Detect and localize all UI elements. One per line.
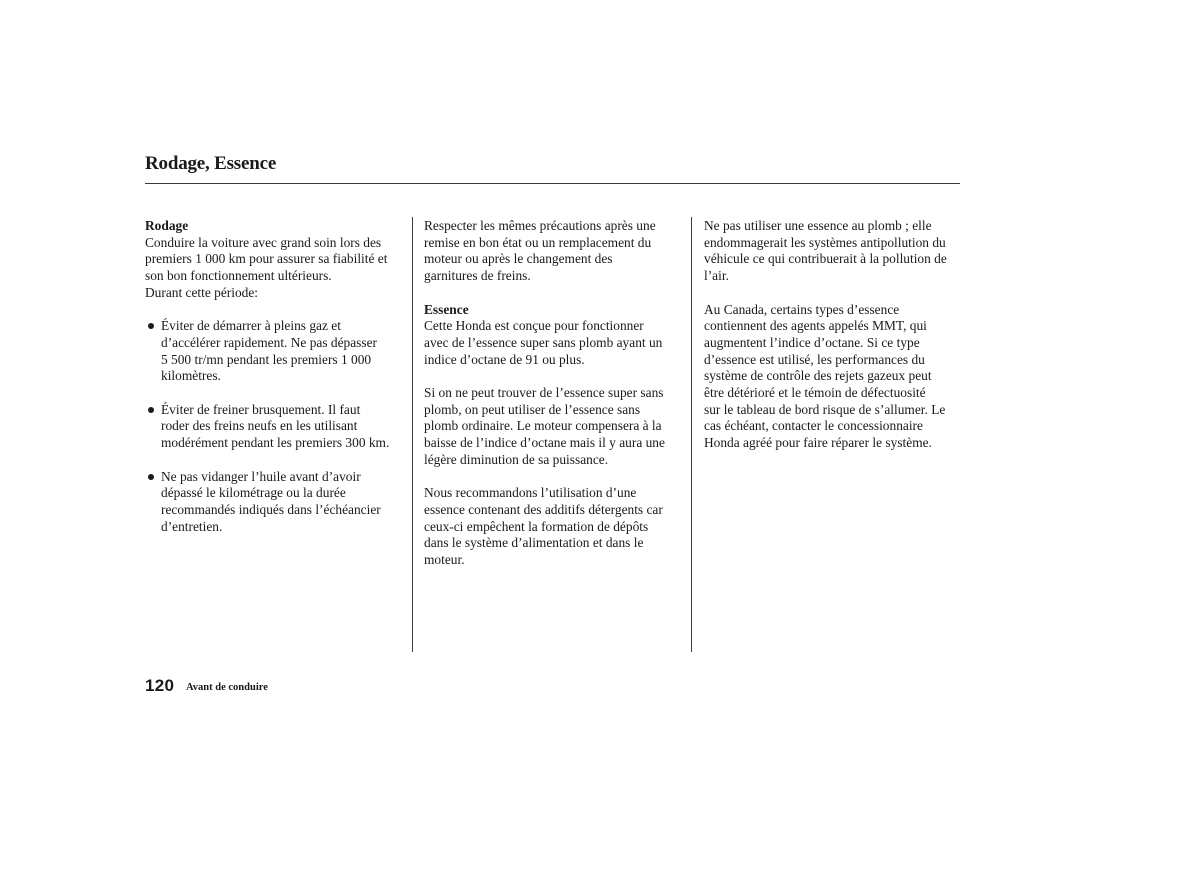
text-line: Honda agréé pour faire réparer le système.	[704, 435, 932, 451]
text-line: Respecter les mêmes précautions après une	[424, 218, 656, 233]
text-line: cas échéant, contacter le concessionnaire	[704, 418, 923, 434]
text-line: plomb, on peut utiliser de l’essence sans	[424, 401, 641, 417]
list-item	[145, 469, 403, 536]
column-divider	[691, 217, 692, 652]
text-line: kilomètres.	[161, 368, 221, 384]
title-divider	[145, 183, 960, 184]
text-line: Conduire la voiture avec grand soin lors des	[145, 234, 382, 250]
text-line: sur le tableau de bord risque de s’allumer. Le	[704, 401, 946, 417]
text-line: baisse de l’indice d’octane mais il y aura une	[424, 435, 665, 451]
text-line: d’accélérer rapidement. Ne pas dépasser	[161, 334, 377, 350]
text-line: moteur.	[424, 552, 465, 568]
text-line: garnitures de freins.	[424, 268, 531, 284]
rodage-intro	[145, 218, 403, 302]
text-line: 5 500 tr/mn pendant les premiers 1 000	[161, 351, 372, 367]
text-line: dépassé le kilométrage ou la durée	[161, 485, 346, 501]
canada-paragraph	[704, 302, 960, 452]
rodage-heading: Rodage	[145, 218, 189, 233]
page-title: Rodage, Essence	[145, 153, 277, 174]
text-line: Cette Honda est conçue pour fonctionner	[424, 318, 644, 334]
footer-section-name: Avant de conduire	[186, 682, 268, 693]
text-line: l’air.	[704, 268, 729, 284]
column-essence	[424, 218, 684, 569]
text-line: être détérioré et le témoin de défectuosité	[704, 385, 926, 401]
text-line: Ne pas vidanger l’huile avant d’avoir	[161, 468, 361, 484]
page-number: 120	[145, 676, 175, 695]
text-line: roder des freins neufs en les utilisant	[161, 418, 358, 434]
text-line: d’essence est utilisé, les performances du	[704, 351, 925, 367]
column-divider	[412, 217, 413, 652]
text-line: modérément pendant les premiers 300 km.	[161, 435, 390, 451]
text-line: ceux-ci empêchent la formation de dépôts	[424, 518, 649, 534]
text-line: Si on ne peut trouver de l’essence super sans	[424, 385, 664, 400]
text-line: Éviter de démarrer à pleins gaz et	[161, 318, 341, 334]
text-line: remise en bon état ou un remplacement du	[424, 234, 652, 250]
text-line: dans le système d’alimentation et dans le	[424, 535, 644, 551]
text-line: endommagerait les systèmes antipollution du	[704, 234, 946, 250]
column-rodage	[145, 218, 403, 535]
text-line: moteur ou après le changement des	[424, 251, 613, 267]
text-line: recommandés indiqués dans l’échéancier	[161, 501, 381, 517]
text-line: premiers 1 000 km pour assurer sa fiabilité et	[145, 251, 388, 267]
essence-paragraph	[424, 302, 684, 369]
text-line: contiennent des agents appelés MMT, qui	[704, 318, 927, 334]
column-warnings	[704, 218, 960, 452]
regular-fuel-paragraph	[424, 385, 684, 469]
bullet-icon	[148, 474, 154, 480]
text-line: indice d’octane de 91 ou plus.	[424, 351, 585, 367]
text-line: Au Canada, certains types d’essence	[704, 301, 900, 317]
rodage-bullet-list	[145, 318, 403, 535]
leaded-fuel-paragraph	[704, 218, 960, 285]
list-item	[145, 318, 403, 385]
text-line: d’entretien.	[161, 518, 223, 534]
text-line: véhicule ce qui contribuerait à la pollution de	[704, 251, 947, 267]
text-line: Éviter de freiner brusquement. Il faut	[161, 401, 361, 417]
list-item	[145, 402, 403, 452]
brakes-paragraph	[424, 218, 684, 285]
detergent-paragraph	[424, 485, 684, 569]
text-line: plomb ordinaire. Le moteur compensera à la	[424, 418, 662, 434]
text-line: avec de l’essence super sans plomb ayant un	[424, 334, 663, 350]
text-line: essence contenant des additifs détergents car	[424, 501, 663, 517]
text-line: légère diminution de sa puissance.	[424, 451, 609, 467]
text-line: système de contrôle des rejets gazeux peut	[704, 368, 932, 384]
text-line: Nous recommandons l’utilisation d’une	[424, 485, 637, 501]
text-line: augmentent l’indice d’octane. Si ce type	[704, 334, 920, 350]
bullet-icon	[148, 323, 154, 329]
text-line: son bon fonctionnement ultérieurs.	[145, 268, 332, 284]
bullet-icon	[148, 407, 154, 413]
text-line: Ne pas utiliser une essence au plomb ; elle	[704, 218, 932, 233]
text-line: Durant cette période:	[145, 284, 259, 300]
essence-heading: Essence	[424, 301, 469, 317]
